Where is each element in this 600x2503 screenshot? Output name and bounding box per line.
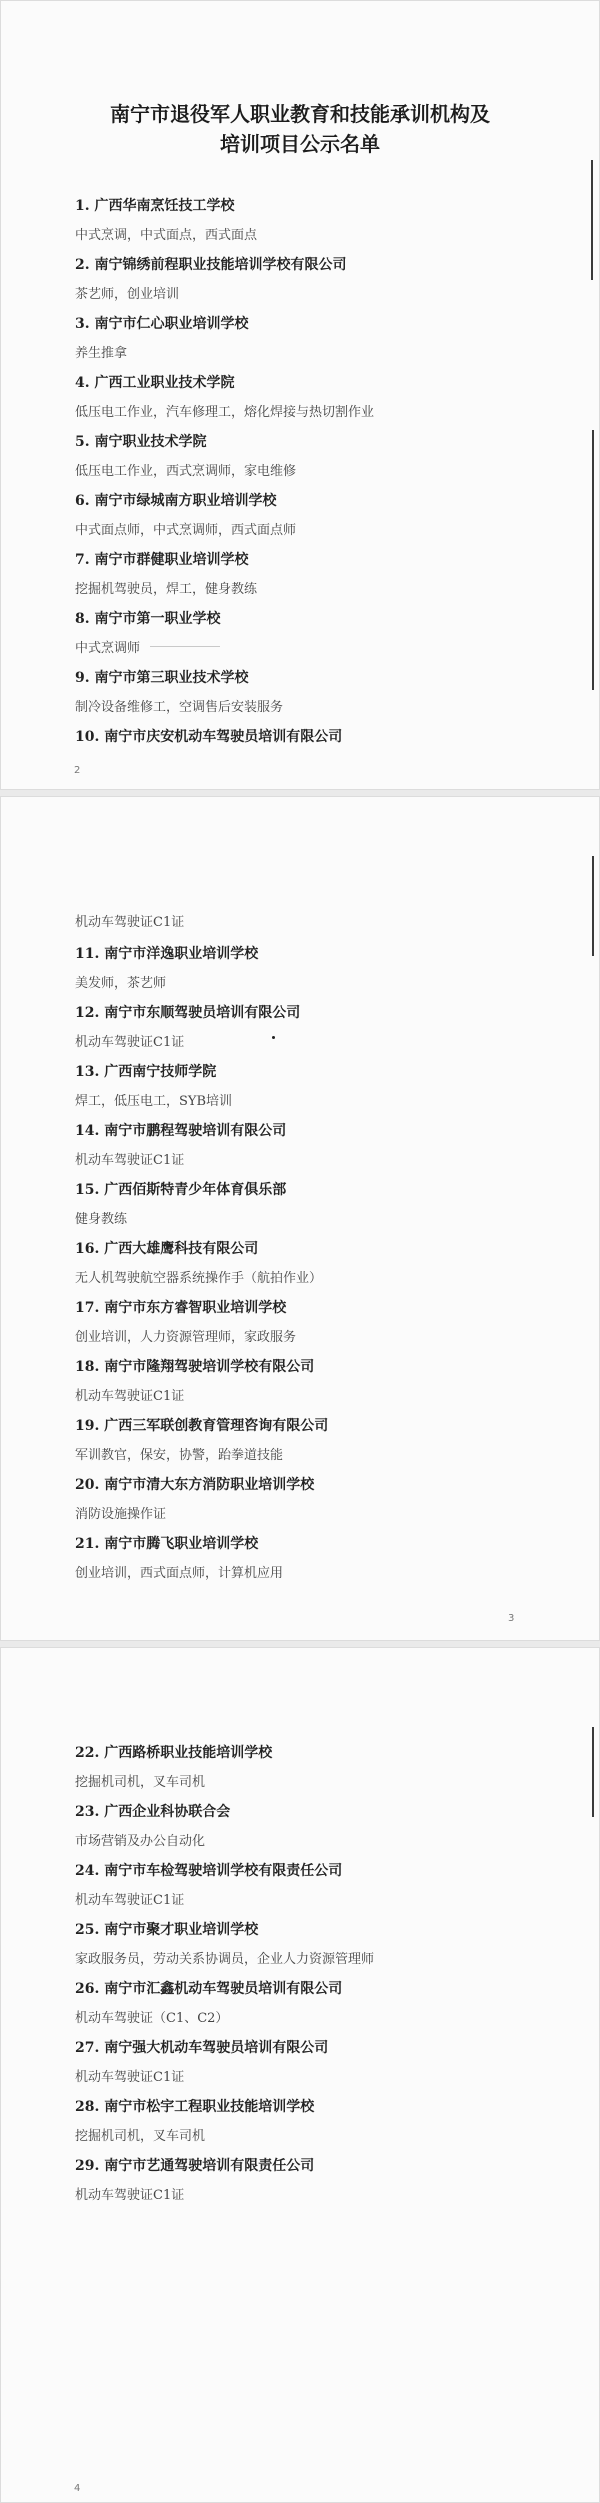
institution-name: 15. 广西佰斯特青少年体育俱乐部	[75, 1182, 287, 1198]
training-programs: 制冷设备维修工，空调售后安装服务	[75, 700, 284, 715]
training-programs: 美发师，茶艺师	[75, 976, 167, 991]
list-item	[75, 1475, 555, 1524]
list-item	[75, 609, 555, 658]
list-item	[75, 373, 555, 422]
list-item	[75, 1979, 555, 2028]
training-programs: 中式烹调师	[75, 641, 141, 656]
page-number: 4	[74, 2483, 81, 2494]
list-item	[75, 727, 555, 747]
list-item	[75, 2097, 555, 2146]
scan-speck	[272, 1036, 275, 1039]
list-item	[75, 550, 555, 599]
training-programs: 中式面点师，中式烹调师，西式面点师	[75, 523, 297, 538]
list-item	[75, 2156, 555, 2205]
institution-name: 12. 南宁市东顺驾驶员培训有限公司	[75, 1005, 301, 1021]
list-item	[75, 944, 555, 993]
training-programs: 健身教练	[75, 1212, 128, 1227]
training-programs: 机动车驾驶证C1证	[75, 1035, 185, 1050]
list-item	[75, 491, 555, 540]
training-programs: 低压电工作业，汽车修理工，熔化焊接与热切割作业	[75, 405, 375, 420]
institution-name: 29. 南宁市艺通驾驶培训有限责任公司	[75, 2158, 315, 2174]
institution-name: 2. 南宁锦绣前程职业技能培训学校有限公司	[75, 257, 347, 273]
scan-edge-line	[592, 430, 594, 690]
list-item	[75, 1062, 555, 1111]
training-programs: 家政服务员，劳动关系协调员，企业人力资源管理师	[75, 1952, 375, 1967]
scan-edge-line	[592, 1727, 594, 1817]
training-programs: 机动车驾驶证（C1、C2）	[75, 2011, 229, 2026]
institution-name: 6. 南宁市绿城南方职业培训学校	[75, 493, 277, 509]
list-item	[75, 432, 555, 481]
training-programs: 机动车驾驶证C1证	[75, 2188, 185, 2203]
page-number: 2	[74, 765, 81, 776]
training-programs: 创业培训，西式面点师，计算机应用	[75, 1566, 284, 1581]
training-programs: 机动车驾驶证C1证	[75, 1389, 185, 1404]
list-item	[75, 1802, 555, 1851]
document-title-line-1: 南宁市退役军人职业教育和技能承训机构及	[110, 102, 490, 126]
list-item	[75, 255, 555, 304]
institution-name: 9. 南宁市第三职业技术学校	[75, 670, 249, 686]
list-item	[75, 668, 555, 717]
training-programs: 养生推拿	[75, 346, 128, 361]
list-item	[75, 2038, 555, 2087]
list-item	[75, 1357, 555, 1406]
training-programs: 低压电工作业，西式烹调师，家电维修	[75, 464, 297, 479]
document-title-line-2: 培训项目公示名单	[220, 132, 380, 156]
institution-name: 16. 广西大雄鹰科技有限公司	[75, 1241, 259, 1257]
institution-name: 13. 广西南宁技师学院	[75, 1064, 217, 1080]
document-page-2	[0, 796, 600, 1641]
training-programs: 市场营销及办公自动化	[75, 1834, 206, 1849]
institution-name: 14. 南宁市鹏程驾驶培训有限公司	[75, 1123, 287, 1139]
list-item	[75, 1861, 555, 1910]
institution-name: 4. 广西工业职业技术学院	[75, 375, 235, 391]
training-programs: 机动车驾驶证C1证	[75, 1153, 185, 1168]
document-page-3	[0, 1647, 600, 2503]
institution-name: 8. 南宁市第一职业学校	[75, 611, 221, 627]
list-item	[75, 914, 555, 932]
institution-name: 18. 南宁市隆翔驾驶培训学校有限公司	[75, 1359, 315, 1375]
institution-name: 17. 南宁市东方睿智职业培训学校	[75, 1300, 287, 1316]
institution-name: 24. 南宁市车检驾驶培训学校有限责任公司	[75, 1863, 343, 1879]
list-item	[75, 1298, 555, 1347]
training-programs: 机动车驾驶证C1证	[75, 915, 185, 930]
institution-name: 3. 南宁市仁心职业培训学校	[75, 316, 249, 332]
institution-name: 27. 南宁强大机动车驾驶员培训有限公司	[75, 2040, 329, 2056]
document-page-1	[0, 0, 600, 790]
list-item	[75, 1239, 555, 1288]
training-programs: 挖掘机司机，叉车司机	[75, 2129, 206, 2144]
institution-name: 26. 南宁市汇鑫机动车驾驶员培训有限公司	[75, 1981, 343, 1997]
list-item	[75, 314, 555, 363]
institution-name: 1. 广西华南烹饪技工学校	[75, 198, 235, 214]
institution-name: 25. 南宁市聚才职业培训学校	[75, 1922, 259, 1938]
institution-name: 20. 南宁市清大东方消防职业培训学校	[75, 1477, 315, 1493]
list-item	[75, 196, 555, 245]
institution-name: 28. 南宁市松宇工程职业技能培训学校	[75, 2099, 315, 2115]
scan-mark	[150, 646, 220, 647]
list-item	[75, 1121, 555, 1170]
training-programs: 挖掘机驾驶员，焊工，健身教练	[75, 582, 258, 597]
list-item	[75, 1743, 555, 1792]
training-programs: 消防设施操作证	[75, 1507, 167, 1522]
training-programs: 机动车驾驶证C1证	[75, 1893, 185, 1908]
scan-edge-line	[592, 856, 594, 956]
list-item	[75, 1920, 555, 1969]
institution-name: 19. 广西三军联创教育管理咨询有限公司	[75, 1418, 329, 1434]
list-item	[75, 1003, 555, 1052]
list-item	[75, 1180, 555, 1229]
training-programs: 创业培训，人力资源管理师，家政服务	[75, 1330, 297, 1345]
institution-name: 11. 南宁市洋逸职业培训学校	[75, 946, 259, 962]
training-programs: 茶艺师，创业培训	[75, 287, 180, 302]
training-programs: 无人机驾驶航空器系统操作手（航拍作业）	[75, 1271, 323, 1286]
institution-name: 21. 南宁市腾飞职业培训学校	[75, 1536, 259, 1552]
training-programs: 中式烹调，中式面点，西式面点	[75, 228, 258, 243]
page-number: 3	[508, 1613, 515, 1624]
training-programs: 焊工，低压电工，SYB培训	[75, 1094, 233, 1109]
training-programs: 军训教官，保安，协警，跆拳道技能	[75, 1448, 284, 1463]
institution-name: 23. 广西企业科协联合会	[75, 1804, 231, 1820]
scan-edge-line	[591, 160, 593, 280]
training-programs: 机动车驾驶证C1证	[75, 2070, 185, 2085]
institution-name: 5. 南宁职业技术学院	[75, 434, 207, 450]
institution-name: 10. 南宁市庆安机动车驾驶员培训有限公司	[75, 729, 343, 745]
training-programs: 挖掘机司机，叉车司机	[75, 1775, 206, 1790]
institution-name: 7. 南宁市群健职业培训学校	[75, 552, 249, 568]
list-item	[75, 1416, 555, 1465]
list-item	[75, 1534, 555, 1583]
institution-name: 22. 广西路桥职业技能培训学校	[75, 1745, 273, 1761]
